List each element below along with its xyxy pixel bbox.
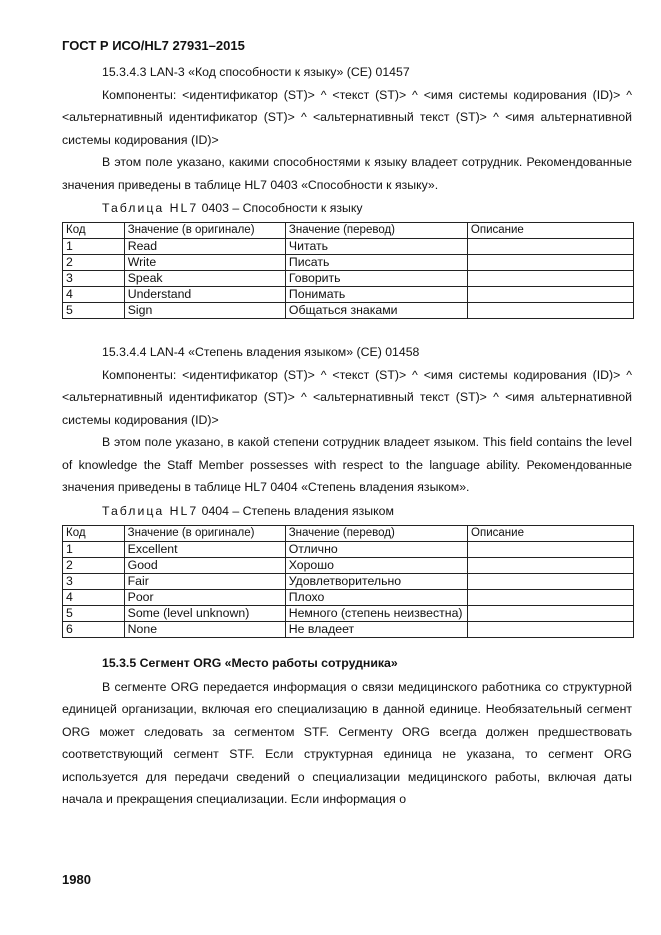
- code-cell: 5: [63, 303, 125, 319]
- header-cell: Значение (перевод): [285, 525, 467, 541]
- original-cell: Fair: [124, 573, 285, 589]
- section-title-lan4: 15.3.4.4 LAN-4 «Степень владения языком» (CE) 01458: [102, 345, 420, 359]
- code-cell: 2: [63, 255, 125, 271]
- code-cell: 1: [63, 239, 125, 255]
- translation-cell: Не владеет: [285, 621, 467, 637]
- header-cell: Код: [63, 525, 125, 541]
- table-row: [63, 621, 634, 637]
- description-lan3: В этом поле указано, какими способностями к языку владеет сотрудник. Рекомендованные значения приведены в таблице HL7 0403 «Способности к языку».: [62, 155, 632, 192]
- table-header-row: [63, 223, 634, 239]
- section-title-lan3: 15.3.4.3 LAN-3 «Код способности к языку» (CE) 01457: [102, 65, 410, 79]
- translation-cell: Хорошо: [285, 557, 467, 573]
- table-row: [63, 589, 634, 605]
- translation-cell: Писать: [285, 255, 467, 271]
- table-row: [63, 271, 634, 287]
- original-cell: Excellent: [124, 541, 285, 557]
- header-cell: Описание: [467, 223, 633, 239]
- caption-word: Таблица HL7: [102, 503, 199, 518]
- components-lan4: Компоненты: <идентификатор (ST)> ^ <текст (ST)> ^ <имя системы кодирования (ID)> ^ <альтернативный идентификатор (ST)> ^ <альтернативный текст (ST)> ^ <имя альтернативной системы кодирования (ID)>: [62, 367, 632, 427]
- spacer: [62, 319, 632, 341]
- header-cell: Описание: [468, 525, 634, 541]
- translation-cell: Говорить: [285, 271, 467, 287]
- table-row: [63, 605, 634, 621]
- description-lan4: В этом поле указано, в какой степени сотрудник владеет языком. This field contains the level of knowledge the Staff Member possesses with respect to the language ability. Рекомендованные значения приведены в таблице HL7 0404 «Степень владения языком».: [62, 435, 632, 494]
- original-cell: Sign: [124, 303, 285, 319]
- description-cell: [467, 255, 633, 271]
- description-cell: [467, 271, 633, 287]
- code-cell: 4: [63, 287, 125, 303]
- code-cell: 4: [63, 589, 125, 605]
- header-cell: Значение (перевод): [285, 223, 467, 239]
- original-cell: Write: [124, 255, 285, 271]
- table-row: [63, 573, 634, 589]
- table-row: [63, 557, 634, 573]
- header-cell: Значение (в оригинале): [124, 525, 285, 541]
- table-row: [63, 239, 634, 255]
- description-cell: [468, 605, 634, 621]
- table-header-row: [63, 525, 634, 541]
- caption-rest: 0403 – Способности к языку: [201, 201, 363, 215]
- description-cell: [467, 303, 633, 319]
- code-cell: 3: [63, 271, 125, 287]
- translation-cell: Читать: [285, 239, 467, 255]
- header-cell: Значение (в оригинале): [124, 223, 285, 239]
- table-row: [63, 303, 634, 319]
- description-cell: [468, 589, 634, 605]
- description-cell: [467, 287, 633, 303]
- section-title-org: 15.3.5 Сегмент ORG «Место работы сотрудника»: [102, 655, 398, 670]
- original-cell: Speak: [124, 271, 285, 287]
- original-cell: Poor: [124, 589, 285, 605]
- description-cell: [468, 621, 634, 637]
- translation-cell: Отлично: [285, 541, 467, 557]
- translation-cell: Немного (степень неизвестна): [285, 605, 467, 621]
- code-cell: 2: [63, 557, 125, 573]
- original-cell: None: [124, 621, 285, 637]
- table-0403: [62, 222, 634, 319]
- description-cell: [468, 573, 634, 589]
- translation-cell: Общаться знаками: [285, 303, 467, 319]
- code-cell: 5: [63, 605, 125, 621]
- caption-word: Таблица HL7: [102, 201, 199, 215]
- header-cell: Код: [63, 223, 125, 239]
- code-cell: 3: [63, 573, 125, 589]
- original-cell: Understand: [124, 287, 285, 303]
- translation-cell: Понимать: [285, 287, 467, 303]
- code-cell: 6: [63, 621, 125, 637]
- org-body-text: В сегменте ORG передается информация о связи медицинского работника со структурной единицей организации, включая его специализацию в данной единице. Необязательный сегмент ORG может следовать за сегментом STF. Сегменту ORG всегда должен предшествовать соответствующий сегмент STF. Если структурная единица не указана, то сегмент ORG используется для передачи сведений о специализации медицинского работы, включая даты начала и прекращения специализации. Если информация о: [62, 679, 632, 806]
- page-number: 1980: [62, 872, 91, 887]
- code-cell: 1: [63, 541, 125, 557]
- table-row: [63, 255, 634, 271]
- document-page: [62, 38, 632, 811]
- caption-rest: 0404 – Степень владения языком: [201, 503, 394, 518]
- table-row: [63, 541, 634, 557]
- table-caption-0403: [102, 198, 632, 218]
- description-cell: [467, 239, 633, 255]
- description-cell: [468, 541, 634, 557]
- original-cell: Some (level unknown): [124, 605, 285, 621]
- document-header: ГОСТ Р ИСО/HL7 27931–2015: [62, 38, 245, 53]
- translation-cell: Удовлетворительно: [285, 573, 467, 589]
- table-row: [63, 287, 634, 303]
- table-0404: [62, 525, 634, 638]
- description-cell: [468, 557, 634, 573]
- original-cell: Good: [124, 557, 285, 573]
- components-lan3: Компоненты: <идентификатор (ST)> ^ <текст (ST)> ^ <имя системы кодирования (ID)> ^ <альтернативный идентификатор (ST)> ^ <альтернативный текст (ST)> ^ <имя альтернативной системы кодирования (ID)>: [62, 87, 632, 147]
- original-cell: Read: [124, 239, 285, 255]
- translation-cell: Плохо: [285, 589, 467, 605]
- table-caption-0404: [102, 501, 632, 521]
